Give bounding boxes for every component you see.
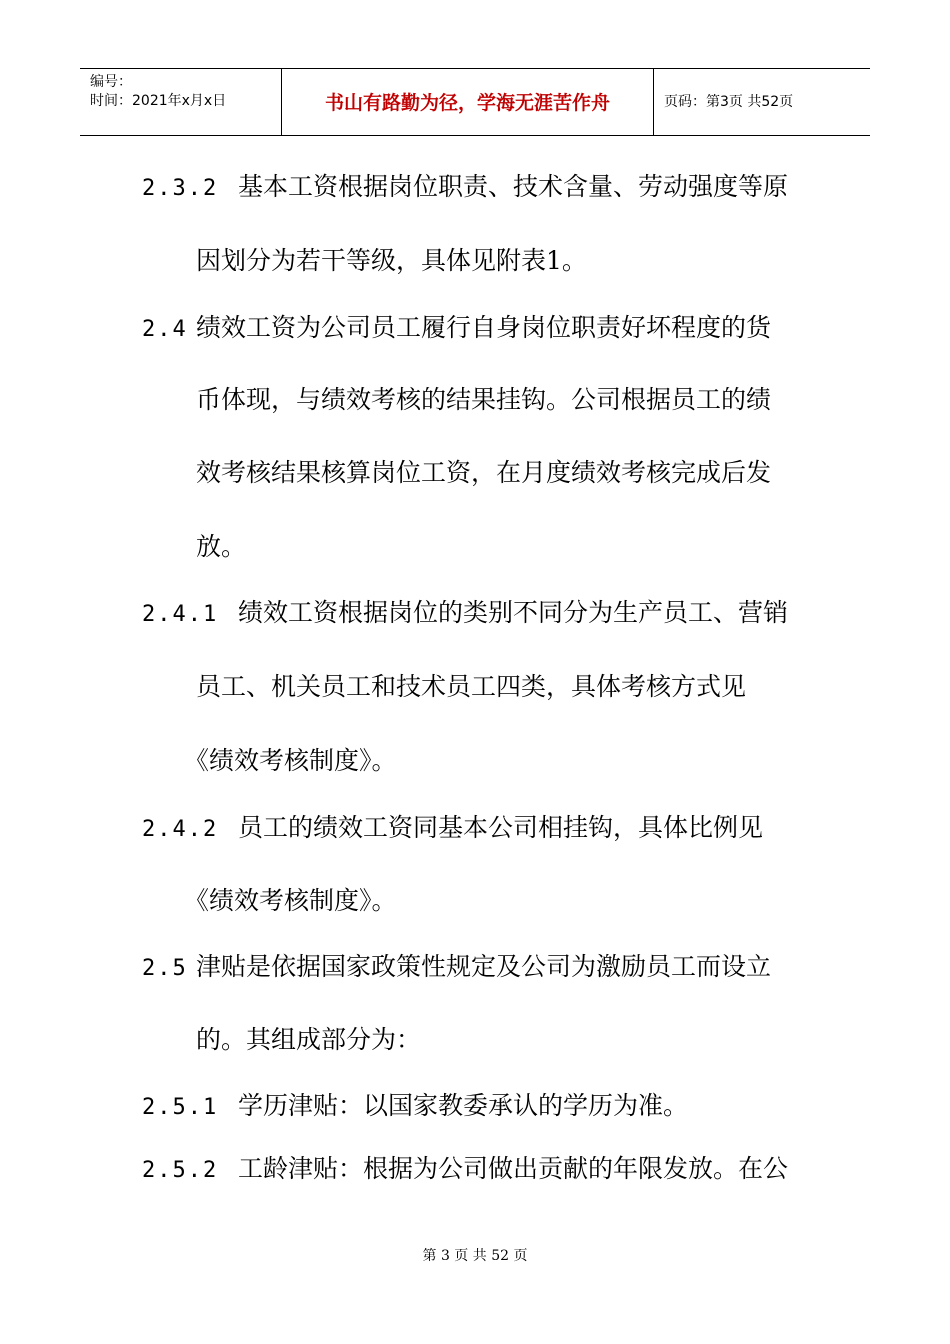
section-number: 2.5.2 (142, 1158, 219, 1183)
paragraph-line (196, 384, 771, 416)
line-text: 员工、机关员工和技术员工四类，具体考核方式见 (196, 672, 747, 701)
line-text: 学历津贴：以国家教委承认的学历为准。 (238, 1091, 689, 1120)
line-text: 因划分为若干等级，具体见附表1。 (196, 246, 587, 275)
paragraph-line (142, 1090, 688, 1124)
header-page-number: 页码：第3页 共52页 (664, 94, 794, 110)
line-text: 工龄津贴：根据为公司做出贡献的年限发放。在公 (238, 1154, 789, 1183)
paragraph-line (196, 245, 587, 277)
section-number: 2.4 (142, 317, 188, 342)
line-text: 效考核结果核算岗位工资，在月度绩效考核完成后发 (196, 458, 772, 487)
line-text: 绩效工资为公司员工履行自身岗位职责好坏程度的货 (196, 313, 772, 342)
line-text: 基本工资根据岗位职责、技术含量、劳动强度等原 (238, 172, 789, 201)
paragraph-line (196, 671, 746, 703)
doc-number-label: 编号： (90, 74, 132, 90)
header-motto: 书山有路勤为径，学海无涯苦作舟 (324, 92, 610, 114)
paragraph-line (142, 597, 788, 631)
paragraph-line (184, 885, 397, 917)
line-text: 津贴是依据国家政策性规定及公司为激励员工而设立 (196, 952, 772, 981)
paragraph-line (142, 171, 788, 205)
section-number: 2.3.2 (142, 176, 219, 201)
line-text: 《绩效考核制度》。 (184, 886, 397, 915)
line-text: 《绩效考核制度》。 (184, 746, 397, 775)
paragraph-line (142, 812, 763, 846)
date-label: 时间：2021年x月x日 (90, 93, 227, 109)
header-meta-cell (80, 69, 282, 135)
page-header (80, 68, 870, 136)
line-text: 的。其组成部分为： (196, 1025, 422, 1054)
paragraph-line (184, 745, 397, 777)
line-text: 员工的绩效工资同基本公司相挂钩，具体比例见 (238, 813, 764, 842)
section-number: 2.4.2 (142, 817, 219, 842)
line-text: 币体现，与绩效考核的结果挂钩。公司根据员工的绩 (196, 385, 772, 414)
line-text: 放。 (196, 532, 247, 561)
paragraph-line (142, 951, 771, 985)
header-motto-cell (282, 69, 654, 135)
paragraph-line (142, 1153, 788, 1187)
section-number: 2.4.1 (142, 602, 219, 627)
page-footer: 第 3 页 共 52 页 (422, 1248, 528, 1264)
header-page-cell (654, 69, 870, 135)
paragraph-line (196, 457, 771, 489)
paragraph-line (196, 1024, 421, 1056)
section-number: 2.5 (142, 956, 188, 981)
line-text: 绩效工资根据岗位的类别不同分为生产员工、营销 (238, 598, 789, 627)
section-number: 2.5.1 (142, 1095, 219, 1120)
paragraph-line (142, 312, 771, 346)
paragraph-line (196, 531, 246, 563)
